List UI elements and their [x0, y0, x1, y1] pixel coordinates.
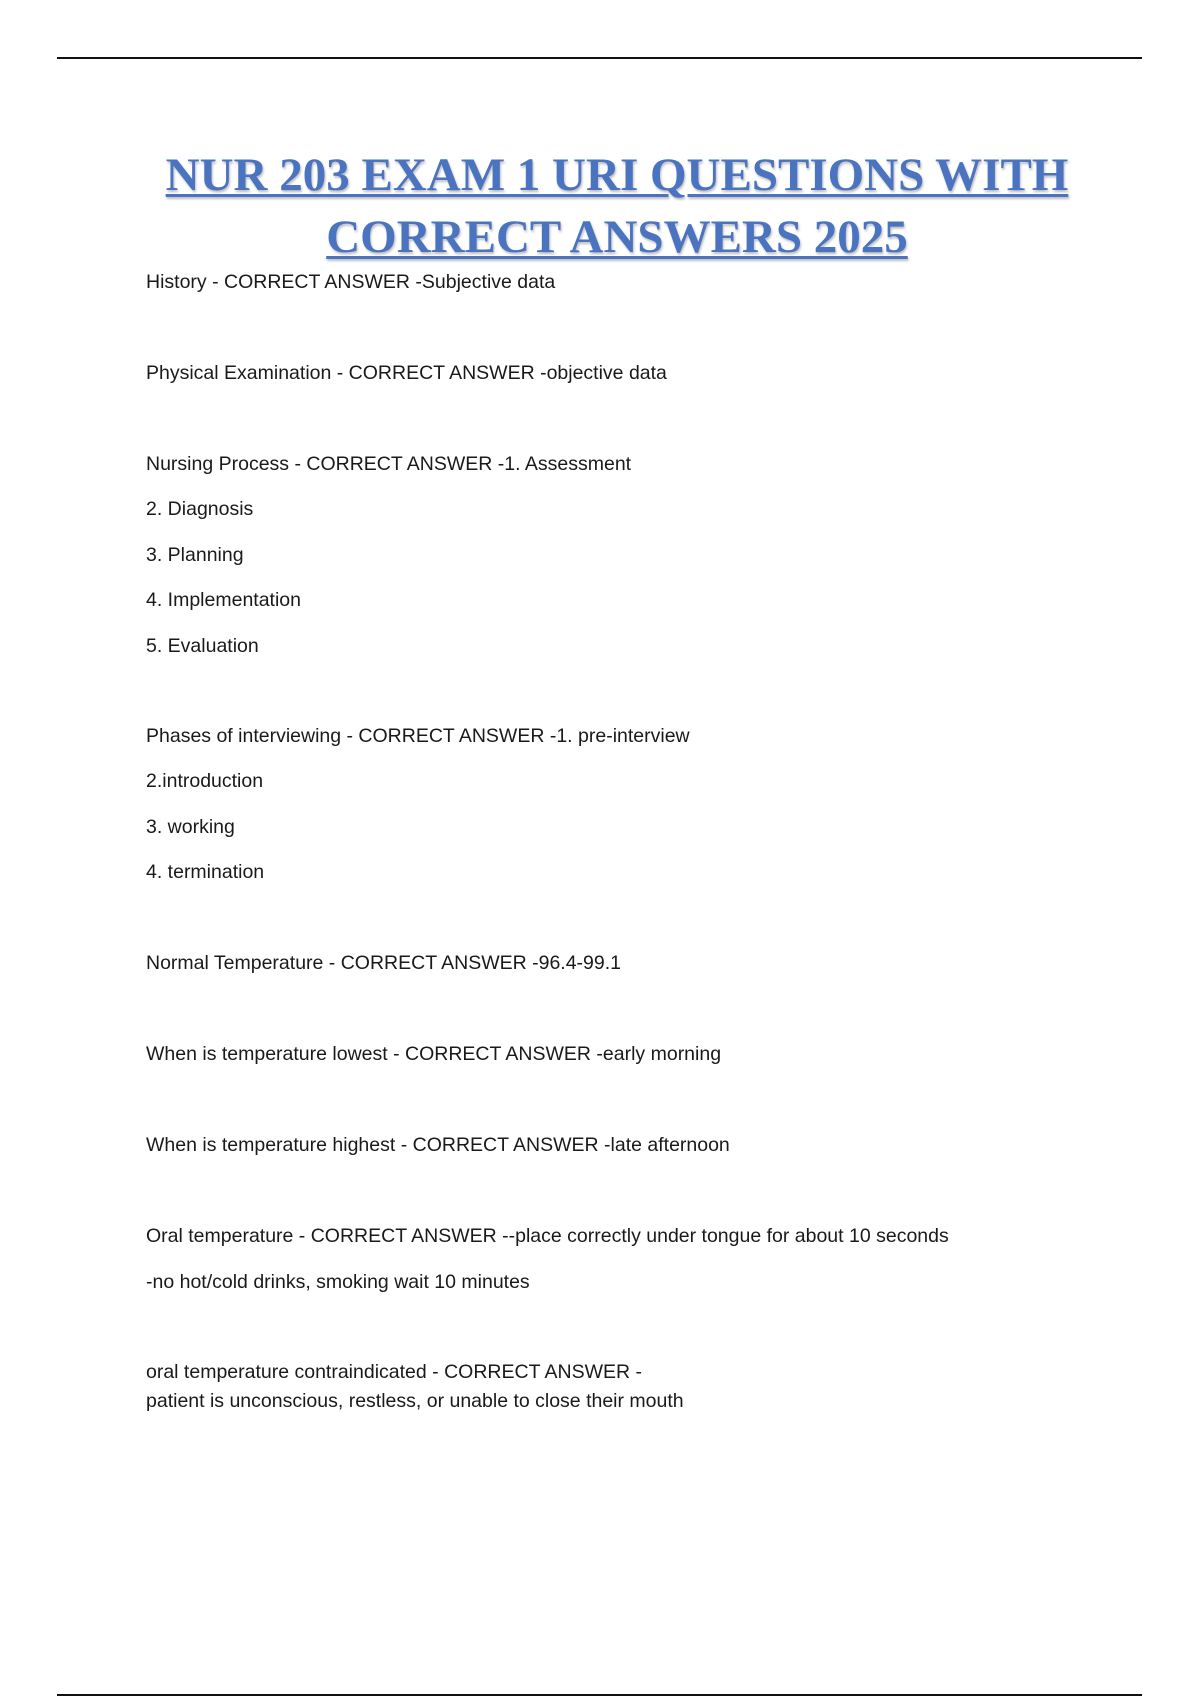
top-rule: [57, 57, 1142, 59]
list-item: 2. Diagnosis: [146, 498, 254, 520]
title-line-1: NUR 203 EXAM 1 URI QUESTIONS WITH: [165, 149, 1069, 201]
list-item: -no hot/cold drinks, smoking wait 10 minutes: [146, 1271, 530, 1293]
qa-normal-temperature: Normal Temperature - CORRECT ANSWER -96.4-99.1: [146, 952, 622, 974]
qa-temperature-lowest: When is temperature lowest - CORRECT ANSWER -early morning: [146, 1043, 722, 1065]
title-line-2: CORRECT ANSWERS 2025: [326, 211, 908, 263]
list-item: 4. termination: [146, 861, 265, 883]
qa-oral-temperature-contraindicated: oral temperature contraindicated - CORRECT ANSWER -: [146, 1361, 642, 1383]
list-item: 3. working: [146, 816, 235, 838]
bottom-rule: [57, 1694, 1142, 1696]
qa-history: History - CORRECT ANSWER -Subjective data: [146, 271, 556, 293]
qa-phases-of-interviewing: Phases of interviewing - CORRECT ANSWER -1. pre-interview: [146, 725, 690, 747]
list-item: 3. Planning: [146, 544, 244, 566]
qa-oral-temperature: Oral temperature - CORRECT ANSWER --place correctly under tongue for about 10 seconds: [146, 1225, 949, 1247]
answer-continuation: patient is unconscious, restless, or unable to close their mouth: [146, 1390, 684, 1412]
list-item: 5. Evaluation: [146, 635, 259, 657]
qa-nursing-process: Nursing Process - CORRECT ANSWER -1. Assessment: [146, 453, 632, 475]
list-item: 2.introduction: [146, 770, 264, 792]
document-title: [0, 144, 1200, 268]
qa-temperature-highest: When is temperature highest - CORRECT ANSWER -late afternoon: [146, 1134, 730, 1156]
list-item: 4. Implementation: [146, 589, 302, 611]
qa-physical-examination: Physical Examination - CORRECT ANSWER -objective data: [146, 362, 667, 384]
